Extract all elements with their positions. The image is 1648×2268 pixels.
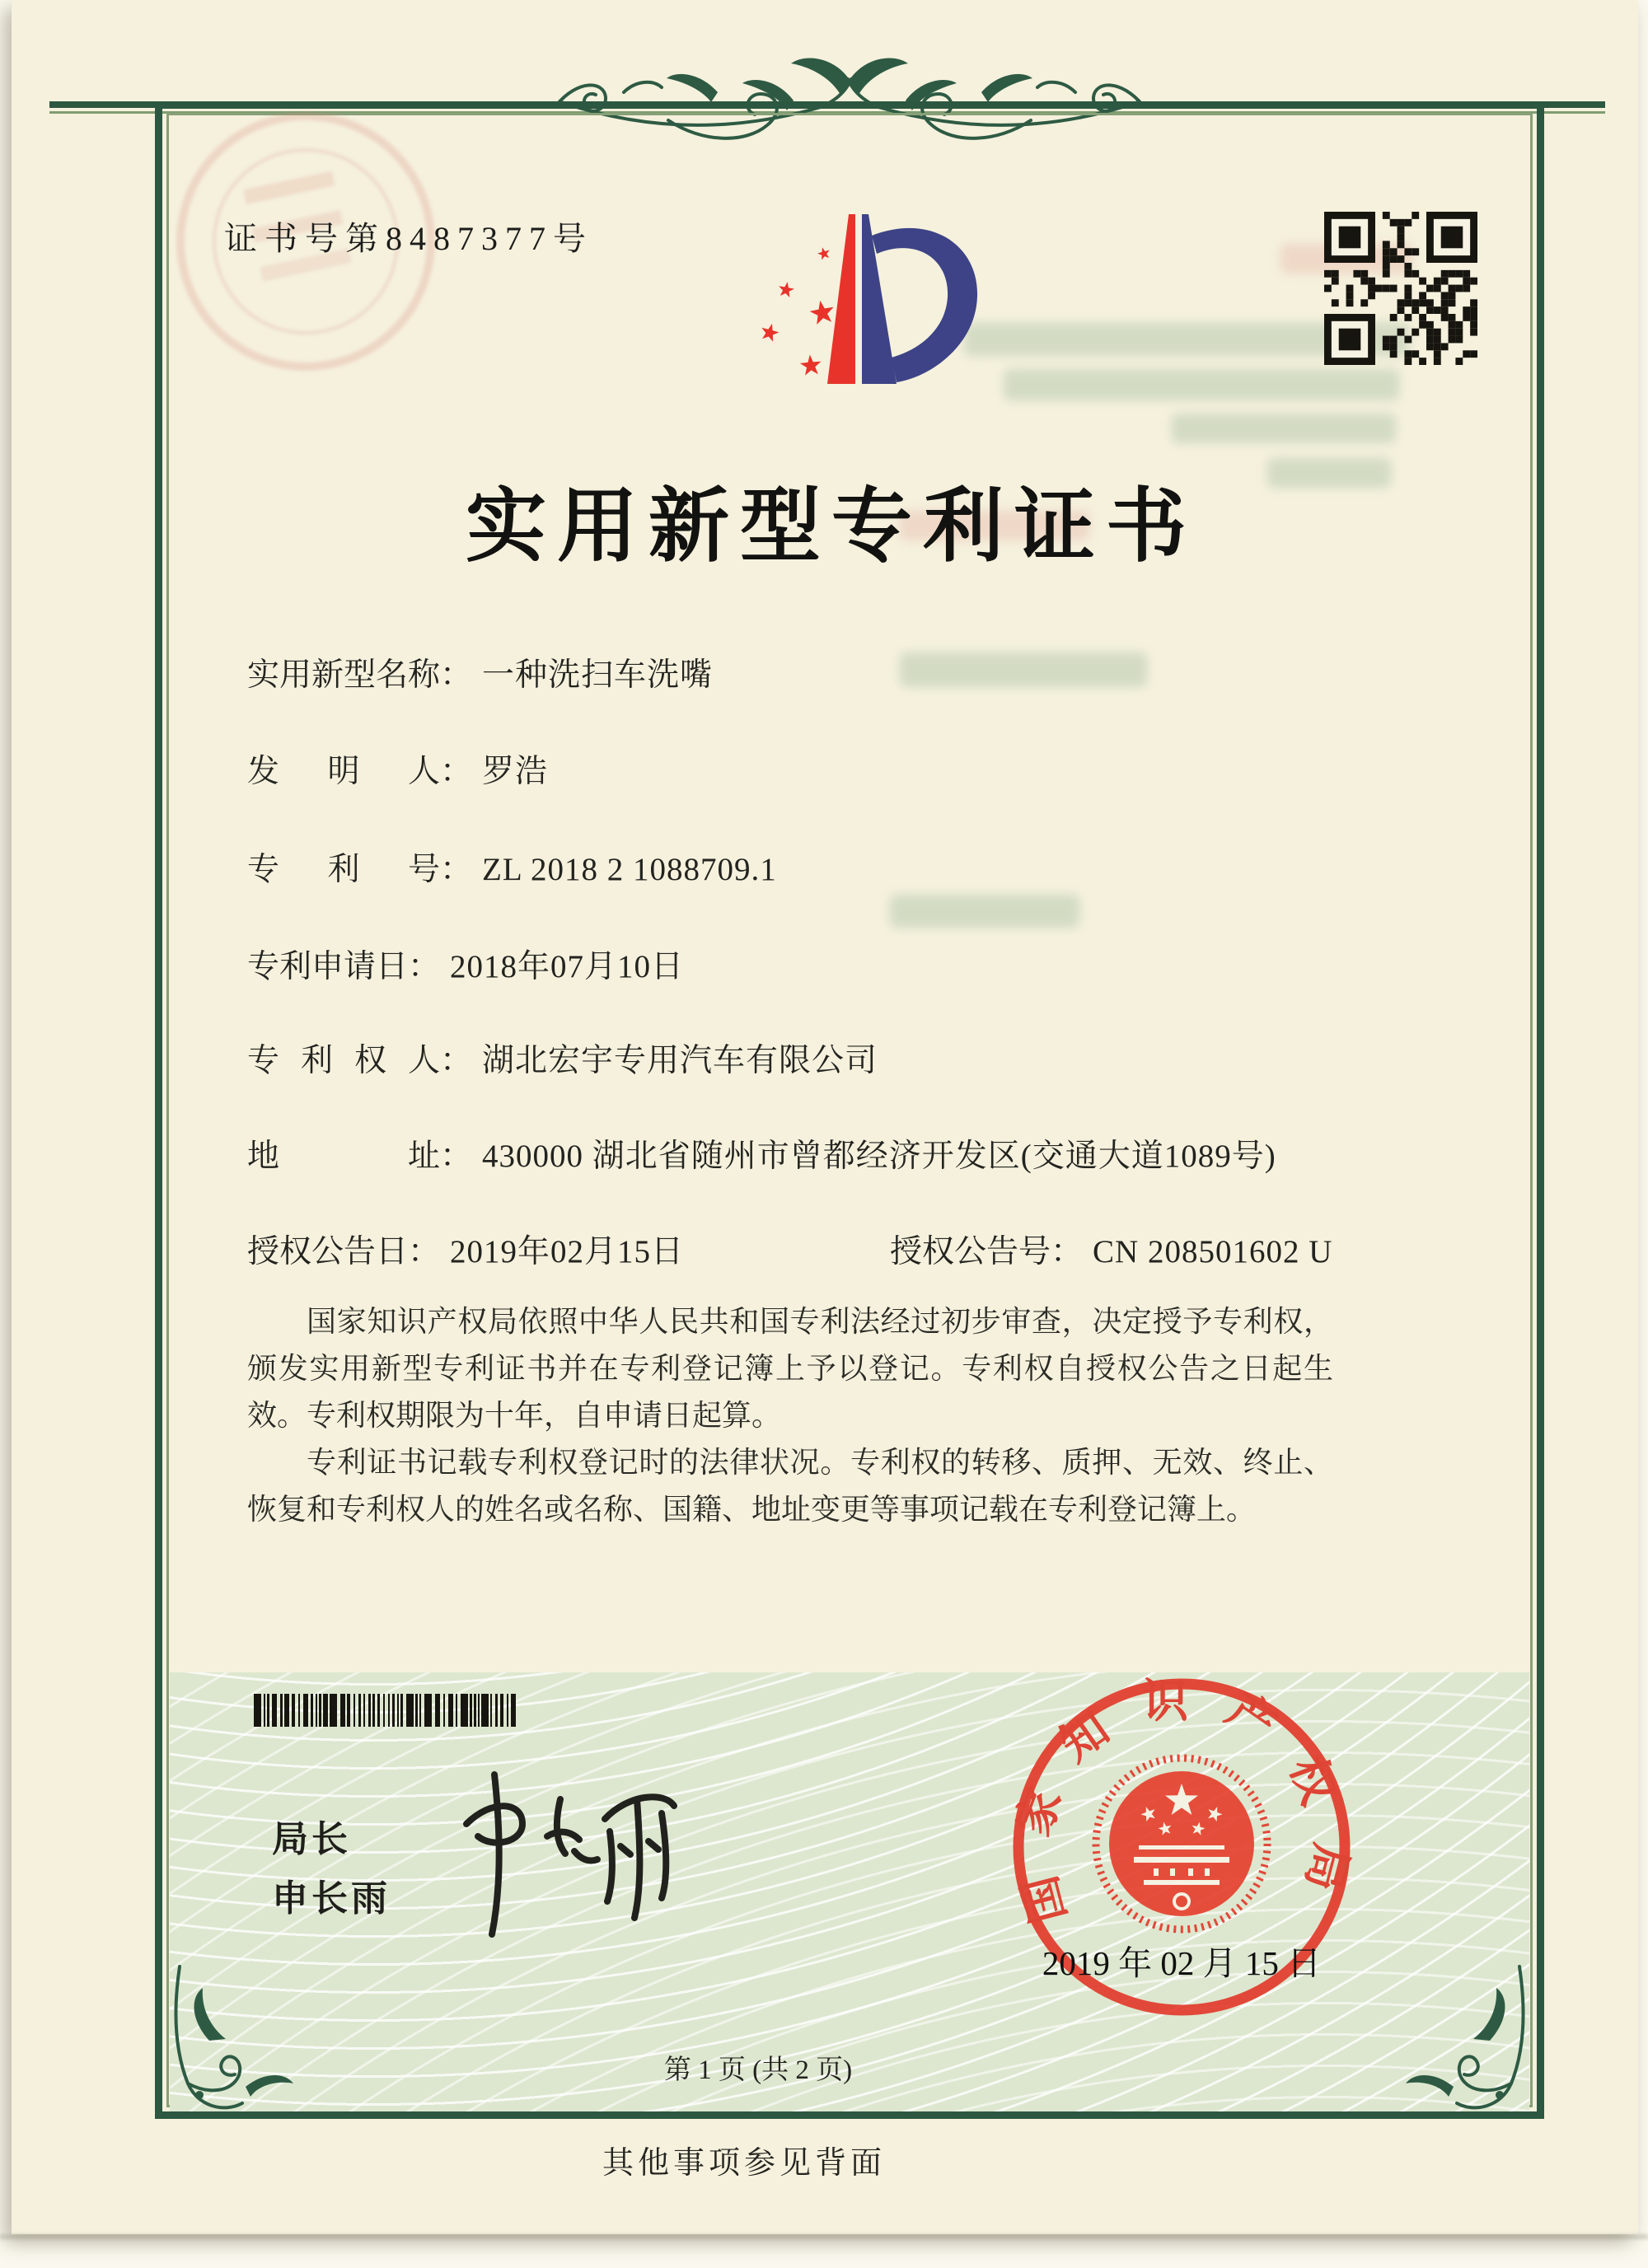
legal-text [247, 1298, 1333, 1533]
field-label: 实用新型名称 [247, 657, 441, 693]
certificate-number: 证书号第8487377号 [224, 220, 593, 257]
field-value: 2019年02月15日 [450, 1234, 685, 1270]
legal-paragraph: 国家知识产权局依照中华人民共和国专利法经过初步审查，决定授予专利权，颁发实用新型专利证书并在专利登记簿上予以登记。专利权自授权公告之日起生效。专利权期限为十年，自申请日起算。 [247, 1305, 1333, 1432]
barcode-icon [254, 1694, 519, 1727]
certificate-title: 实用新型专利证书 [465, 483, 1197, 572]
field-label: 专利号 [247, 852, 440, 887]
field-colon: ： [440, 1043, 473, 1078]
print-through-artifact [900, 652, 1147, 687]
field-value: CN 208501602 U [1093, 1234, 1333, 1270]
field-colon: ： [440, 852, 473, 887]
field-label: 授权公告日 [247, 1234, 409, 1270]
grant-number-group [890, 1226, 1332, 1272]
field-row-filing-date [247, 941, 684, 987]
grant-date-group [247, 1234, 684, 1270]
field-label: 授权公告号 [890, 1234, 1051, 1270]
corner-flourish-icon [1376, 1962, 1533, 2118]
field-label: 地址 [247, 1139, 440, 1174]
field-row-address [247, 1130, 1276, 1176]
field-value: 一种洗扫车洗嘴 [482, 657, 714, 693]
paper-edge-shadow [0, 2234, 1648, 2239]
print-through-artifact [1172, 414, 1396, 443]
director-title: 局长 [272, 1819, 351, 1859]
field-colon: ： [440, 1139, 473, 1174]
field-colon: ： [440, 657, 473, 693]
field-row-grant [247, 1226, 1343, 1272]
director-name: 申长雨 [272, 1878, 391, 1919]
print-through-artifact [890, 895, 1079, 928]
field-row-patentee [247, 1035, 878, 1081]
field-value: 罗浩 [482, 754, 549, 789]
back-side-note: 其他事项参见背面 [602, 2146, 886, 2181]
field-label: 专利权人 [247, 1043, 440, 1078]
field-row-name [247, 649, 713, 695]
print-through-artifact [1004, 369, 1399, 400]
cnipa-logo-icon [725, 206, 989, 399]
seal-date: 2019 年 02 月 15 日 [1042, 1944, 1322, 1982]
qr-code-icon [1324, 211, 1477, 366]
certificate-paper [12, 0, 1638, 2234]
field-row-patent-number [247, 844, 777, 890]
field-value: ZL 2018 2 1088709.1 [482, 852, 777, 887]
corner-flourish-icon [166, 1962, 323, 2118]
field-label: 专利申请日 [247, 949, 409, 984]
field-value: 湖北宏宇专用汽车有限公司 [482, 1043, 878, 1078]
director-signature-icon [412, 1753, 684, 1955]
field-colon: ： [440, 754, 473, 789]
field-row-inventor [247, 746, 548, 792]
field-colon: ： [1051, 1234, 1084, 1270]
field-value: 2018年07月10日 [450, 949, 685, 984]
page-indicator: 第 1 页 (共 2 页) [663, 2055, 853, 2085]
field-value: 430000 湖北省随州市曾都经济开发区(交通大道1089号) [482, 1139, 1276, 1174]
legal-paragraph: 专利证书记载专利权登记时的法律状况。专利权的转移、质押、无效、终止、恢复和专利权人的姓名或名称、国籍、地址变更等事项记载在专利登记簿上。 [247, 1446, 1333, 1526]
seal-text: 国家知识产权局 [1007, 1676, 1356, 1929]
field-colon: ： [408, 1234, 441, 1270]
field-label: 发明人 [247, 754, 440, 789]
national-emblem-icon [1096, 1758, 1267, 1929]
field-colon: ： [408, 949, 441, 984]
